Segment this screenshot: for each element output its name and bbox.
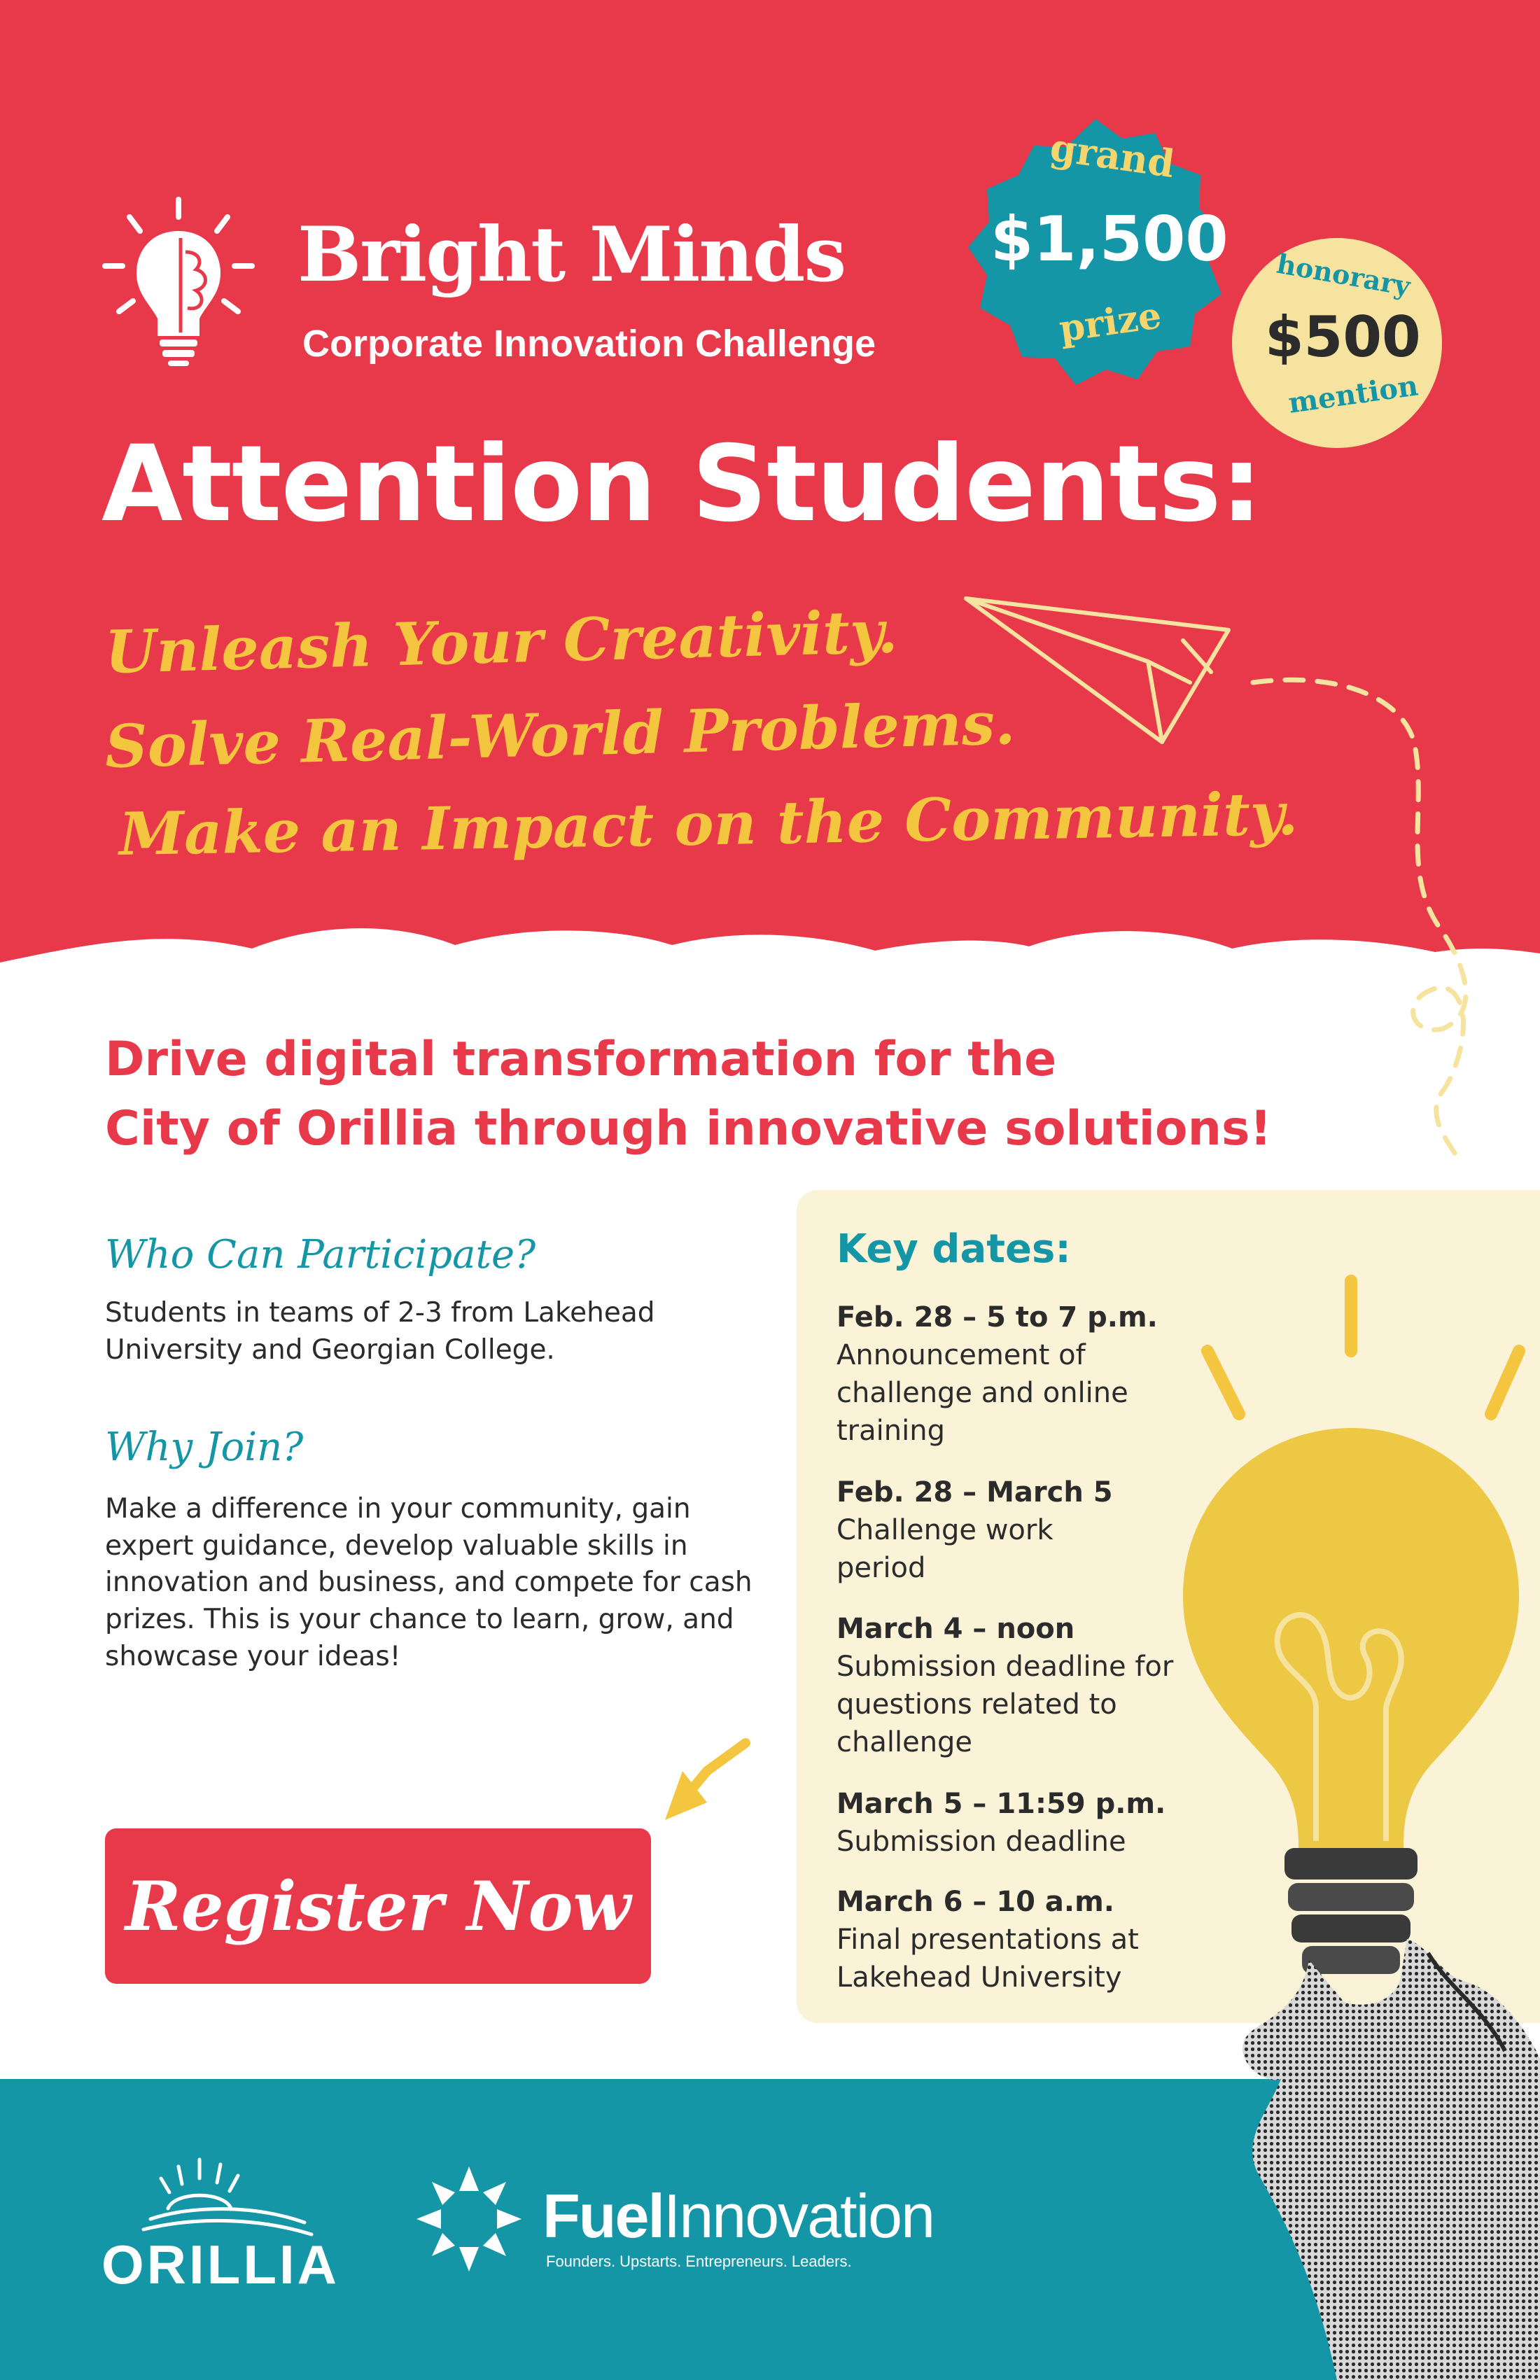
grand-label: grand [1047,124,1177,187]
honorary-mention-badge [1228,234,1446,451]
orillia-name: ORILLIA [102,2234,340,2295]
date-what: Final presentations at Lakehead University [836,1924,1139,1994]
register-button[interactable] [105,1828,651,1984]
star-burst-icon [413,2163,525,2275]
prize-label: prize [1056,294,1164,351]
date-what: Submission deadline for questions related to challenge [836,1651,1174,1758]
fuel-innovation-name [542,2180,934,2252]
date-what: Submission deadline [836,1826,1126,1858]
key-dates-title: Key dates: [836,1226,1071,1272]
orillia-logo [102,2156,340,2295]
date-when: Feb. 28 – 5 to 7 p.m. [836,1301,1158,1334]
honorary-prize-amount: $500 [1265,304,1421,370]
date-when: March 6 – 10 a.m. [836,1886,1114,1918]
tagline-3: Make an Impact on the Community. [118,778,1298,869]
tagline-2: Solve Real-World Problems. [104,687,1016,781]
tagline-1: Unleash Your Creativity. [104,596,899,687]
headline [105,1026,1351,1163]
fuel-bold: Fuel [542,2181,664,2250]
fuel-light: Innovation [663,2181,934,2250]
lightbulb-icon [1183,1428,1519,1974]
arrow-icon [665,1743,746,1820]
headline-line-1: Drive digital transformation for the [105,1032,1057,1087]
date-when: March 5 – 11:59 p.m. [836,1788,1166,1820]
date-what: Challenge work period [836,1514,1054,1584]
date-what: Announcement of challenge and online training [836,1339,1128,1447]
light-rays [1208,1281,1519,1414]
headline-line-2: City of Orillia through innovative solutions! [105,1100,1272,1156]
grand-prize-amount: $1,500 [990,203,1228,275]
date-when: March 4 – noon [836,1613,1075,1645]
date-when: Feb. 28 – March 5 [836,1476,1113,1508]
why-title: Why Join? [105,1424,304,1470]
register-label: Register Now [125,1866,631,1946]
mention-label: mention [1286,369,1420,420]
hand-illustration [1242,1939,1540,2380]
who-body: Students in teams of 2-3 from Lakehead University and Georgian College. [105,1297,655,1366]
fuel-tagline: Founders. Upstarts. Entrepreneurs. Leaders. [546,2253,852,2270]
brand-title: Bright Minds [298,211,846,299]
sun-wave-icon [102,2156,332,2240]
fuel-innovation-logo [413,2163,945,2275]
brand-subtitle: Corporate Innovation Challenge [302,323,876,365]
lightbulb-brain-icon [98,196,259,371]
lightbulb-hand-illustration [1155,1246,1540,2380]
grand-prize-badge [941,105,1250,413]
honorary-label: honorary [1274,247,1413,302]
who-title: Who Can Participate? [105,1232,536,1278]
attention-heading: Attention Students: [102,424,1262,545]
why-body: Make a difference in your community, gain expert guidance, develop valuable skills in innovation and business, and compete for cash prizes. This is your chance to learn, grow, and showcase your ideas! [105,1493,752,1672]
bright-minds-logo [98,189,876,378]
